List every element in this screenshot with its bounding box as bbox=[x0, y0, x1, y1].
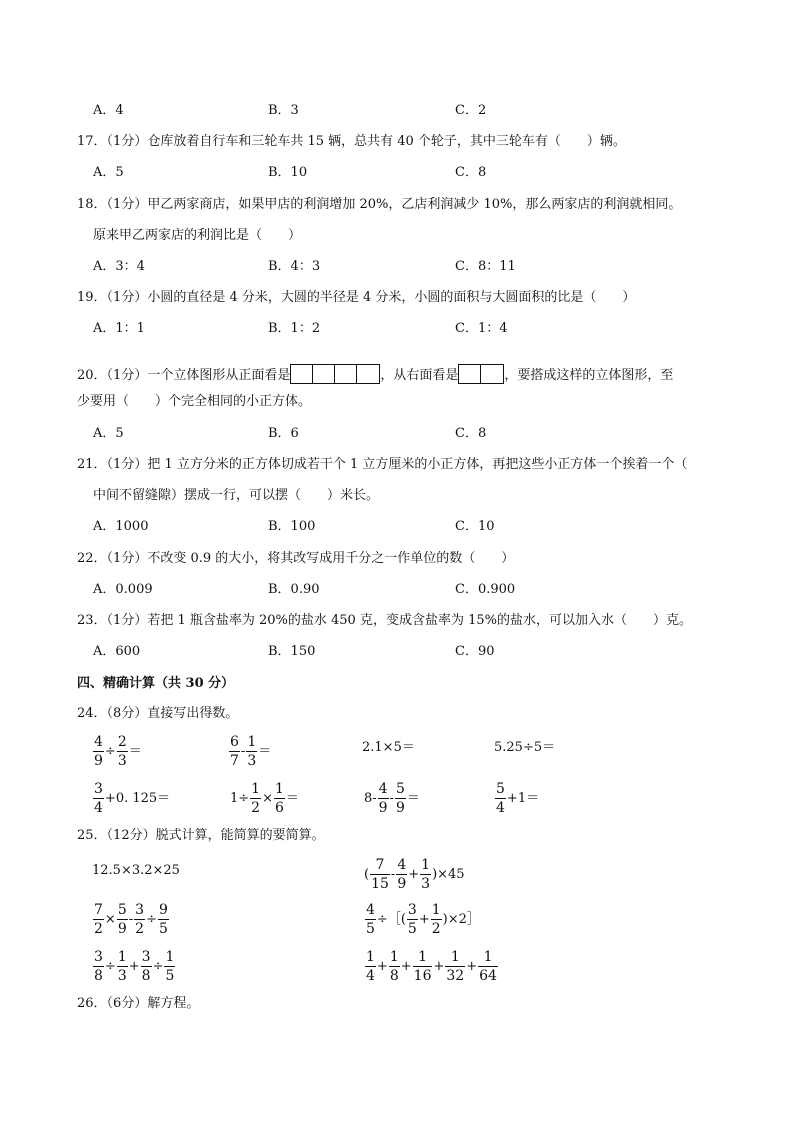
q25-calc-3: $\frac{7}{2}$ × $\frac{5}{9}$ - $\frac{3}{2}$ ÷ $\frac{9}{5}$ bbox=[94, 902, 168, 937]
right-view-figure bbox=[458, 364, 504, 384]
q24-expr-1: $\frac{4}{9}$ ÷ $\frac{2}{3}$ ＝ bbox=[94, 734, 142, 769]
q24-expr-3: 2.1×5＝ bbox=[362, 740, 415, 755]
q25-calc-6: $\frac{1}{4}$ + $\frac{1}{8}$ + $\frac{1}{16}$ + $\frac{1}{32}$ + $\frac{1}{64}$ bbox=[366, 949, 497, 984]
q26-question: 26．（6分）解方程。 bbox=[77, 996, 200, 1011]
q25-question: 25．（12分）脱式计算，能简算的要简算。 bbox=[77, 828, 325, 843]
q24-question: 24．（8分）直接写出得数。 bbox=[77, 706, 239, 721]
q25-calc-4: $\frac{4}{5}$ ÷［( $\frac{3}{5}$ + $\frac{1}{2}$ )×2］ bbox=[366, 902, 480, 937]
section-heading: 四、精确计算（共 30 分） bbox=[77, 676, 235, 691]
front-view-figure bbox=[290, 364, 380, 384]
q23-question: 23．（1分）若把 1 瓶含盐率为 20%的盐水 450 克，变成含盐率为 15%的盐水，可以加入水（ ）克。 bbox=[77, 613, 692, 628]
q17-option-a: A．5 bbox=[93, 165, 124, 180]
q22-option-b: B．0.90 bbox=[268, 582, 320, 597]
q18-question-line1: 18．（1分）甲乙两家商店，如果甲店的利润增加 20%，乙店利润减少 10%，那么两家店的利润就相同。 bbox=[77, 197, 682, 212]
q16-option-b: B．3 bbox=[268, 103, 299, 118]
q23-option-c: C．90 bbox=[455, 644, 495, 659]
q24-expr-4: 5.25÷5＝ bbox=[494, 740, 556, 755]
q20-text-part3: ，要搭成这样的立体图形，至 bbox=[504, 368, 674, 383]
q19-option-c: C．1：4 bbox=[455, 321, 508, 336]
q25-calc-2: ( $\frac{7}{15}$ - $\frac{4}{9}$ + $\frac{1}{3}$ )×45 bbox=[364, 857, 465, 892]
q22-option-c: C．0.900 bbox=[455, 582, 516, 597]
q21-option-b: B．100 bbox=[268, 519, 316, 534]
q20-text-part2: ，从右面看是 bbox=[380, 368, 459, 383]
q25-calc-5: $\frac{3}{8}$ ÷ $\frac{1}{3}$ + $\frac{3}{8}$ ÷ $\frac{1}{5}$ bbox=[94, 949, 175, 984]
q24-expr-7: 8- $\frac{4}{9}$ - $\frac{5}{9}$ ＝ bbox=[364, 781, 420, 816]
q20-text-part1: 20．（1分）一个立体图形从正面看是 bbox=[77, 368, 291, 383]
q20-question-line1 bbox=[77, 364, 673, 384]
q16-option-a: A．4 bbox=[93, 103, 124, 118]
q24-expr-8: $\frac{5}{4}$ +1＝ bbox=[496, 781, 540, 816]
q24-expr-5: $\frac{3}{4}$ +0. 125＝ bbox=[94, 781, 171, 816]
q16-option-c: C．2 bbox=[455, 103, 487, 118]
q17-option-b: B．10 bbox=[268, 165, 308, 180]
q22-question: 22．（1分）不改变 0.9 的大小，将其改写成用千分之一作单位的数（ ） bbox=[77, 551, 515, 566]
q21-question-line1: 21．（1分）把 1 立方分米的正方体切成若干个 1 立方厘米的小正方体，再把这些小正方体一个挨着一个（ bbox=[77, 457, 688, 472]
q25-calc-1: 12.5×3.2×25 bbox=[92, 863, 180, 878]
q24-expr-6: 1÷ $\frac{1}{2}$ × $\frac{1}{6}$ ＝ bbox=[230, 781, 299, 816]
q23-option-b: B．150 bbox=[268, 644, 316, 659]
q24-expr-2: $\frac{6}{7}$ - $\frac{1}{3}$ ＝ bbox=[230, 734, 272, 769]
q19-option-a: A．1：1 bbox=[93, 321, 145, 336]
q20-option-c: C．8 bbox=[455, 426, 487, 441]
q18-option-b: B．4：3 bbox=[268, 259, 321, 274]
q18-question-line2: 原来甲乙两家店的利润比是（ ） bbox=[93, 228, 302, 243]
q17-option-c: C．8 bbox=[455, 165, 487, 180]
q21-question-line2: 中间不留缝隙）摆成一行，可以摆（ ）米长。 bbox=[93, 488, 380, 503]
q23-option-a: A．600 bbox=[93, 644, 141, 659]
q20-option-b: B．6 bbox=[268, 426, 299, 441]
q22-option-a: A．0.009 bbox=[93, 582, 153, 597]
q20-option-a: A．5 bbox=[93, 426, 124, 441]
q19-question: 19．（1分）小圆的直径是 4 分米，大圆的半径是 4 分米，小圆的面积与大圆面积的比是（ ） bbox=[77, 290, 636, 305]
q19-option-b: B．1：2 bbox=[268, 321, 321, 336]
q20-question-line2: 少要用（ ）个完全相同的小正方体。 bbox=[77, 394, 312, 409]
q18-option-a: A．3：4 bbox=[93, 259, 145, 274]
q17-question: 17．（1分）仓库放着自行车和三轮车共 15 辆，总共有 40 个轮子，其中三轮车有（ ）辆。 bbox=[77, 134, 626, 149]
q21-option-c: C．10 bbox=[455, 519, 495, 534]
q18-option-c: C．8：11 bbox=[455, 259, 516, 274]
q21-option-a: A．1000 bbox=[93, 519, 149, 534]
